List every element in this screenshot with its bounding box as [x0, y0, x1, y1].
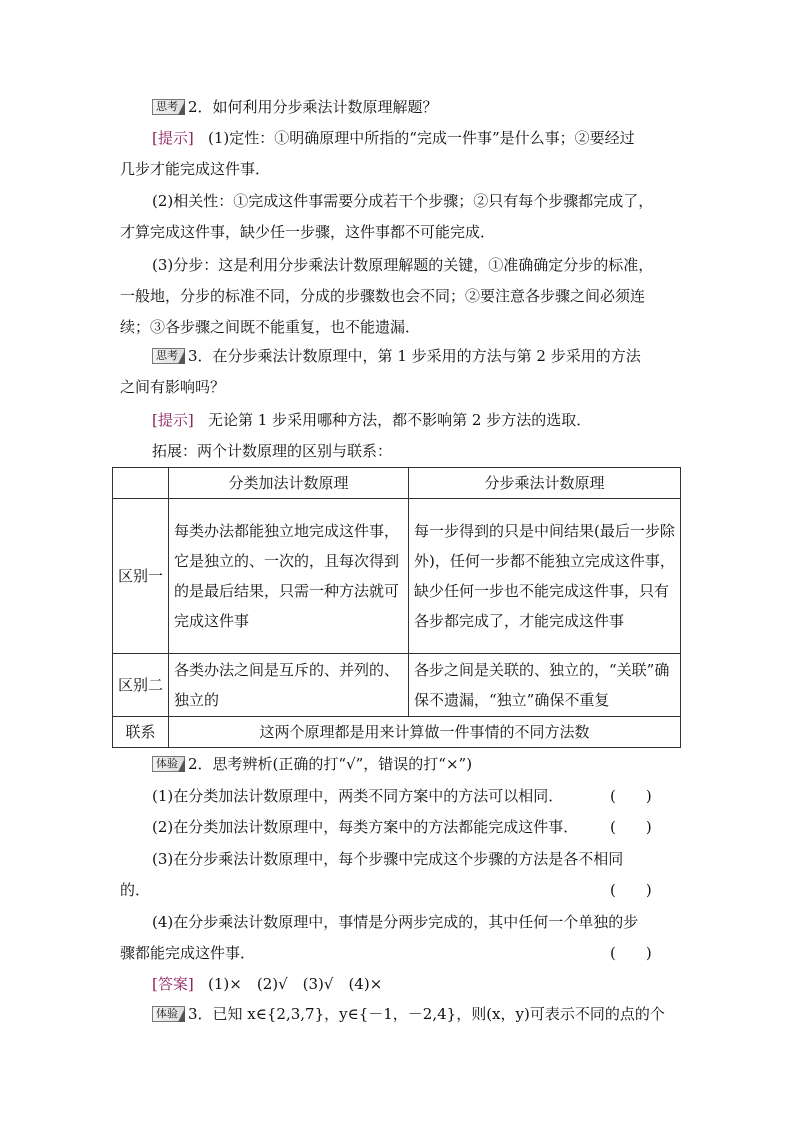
- row-label: 区别一: [113, 499, 169, 654]
- item-2: (2)在分类加法计数原理中，每类方案中的方法都能完成这件事．: [152, 818, 579, 836]
- hint-line-7: 续；③各步骤之间既不能重复，也不能遗漏．: [120, 318, 421, 336]
- hint-label: [提示]: [152, 411, 194, 429]
- hint-text-1: (1)定性：①明确原理中所指的“完成一件事”是什么事；②要经过: [208, 129, 635, 147]
- hint-line-6: 一般地，分步的标准不同，分成的步骤数也会不同；②要注意各步骤之间必须连: [120, 287, 646, 305]
- question-3-text-2: 之间有影响吗？: [120, 378, 226, 396]
- table-row: [113, 499, 681, 654]
- hint-line-1: [152, 128, 635, 148]
- table-cell: 每类办法都能独立地完成这件事，它是独立的、一次的，且每次得到的是最后结果，只需一种方法就可完成这件事: [169, 499, 409, 654]
- experience-tag: 体验: [152, 1006, 185, 1022]
- experience-3: [152, 1004, 665, 1024]
- item-4b: 骤都能完成这件事．: [120, 944, 256, 962]
- think-tag: 思考: [152, 99, 185, 115]
- hint-q3: [152, 410, 591, 430]
- answer-label: [答案]: [152, 975, 194, 993]
- experience-tag: 体验: [152, 756, 185, 772]
- table-header: 分步乘法计数原理: [409, 468, 681, 499]
- hint-line-3: (2)相关性：①完成这件事需要分成若干个步骤；②只有每个步骤都完成了，: [152, 192, 654, 210]
- extension-title: 拓展：两个计数原理的区别与联系：: [152, 442, 393, 460]
- experience-3-text: 3．已知 x∈{2,3,7}，y∈{－1，－2,4}，则(x，y)可表示不同的点的个: [188, 1005, 665, 1023]
- hint-label: [提示]: [152, 129, 194, 147]
- table-cell: 各步之间是关联的、独立的，“关联”确保不遗漏，“独立”确保不重复: [409, 654, 681, 717]
- experience-2-title: 2．思考辨析(正确的打“√”，错误的打“×”): [188, 755, 473, 773]
- item-3b: 的．: [120, 881, 151, 899]
- table-cell: 这两个原理都是用来计算做一件事情的不同方法数: [169, 717, 681, 748]
- row-label: 区别二: [113, 654, 169, 717]
- hint-line-5: (3)分步：这是利用分步乘法计数原理解题的关键，①准确确定分步的标准，: [152, 256, 654, 274]
- table-header: 分类加法计数原理: [169, 468, 409, 499]
- item-3a: (3)在分步乘法计数原理中，每个步骤中完成这个步骤的方法是各不相同: [152, 850, 624, 868]
- hint-q3-text: 无论第 1 步采用哪种方法，都不影响第 2 步方法的选取．: [208, 411, 592, 429]
- answer-blank: ( ): [610, 944, 652, 962]
- answer-blank: ( ): [610, 787, 652, 805]
- table-row: [113, 717, 681, 748]
- table-row: [113, 654, 681, 717]
- table-cell: 每一步得到的只是中间结果(最后一步除外)，任何一步都不能独立完成这件事，缺少任何一步也不能完成这件事，只有各步都完成了，才能完成这件事: [409, 499, 681, 654]
- comparison-table: [112, 467, 681, 748]
- answer-blank: ( ): [610, 881, 652, 899]
- item-4a: (4)在分步乘法计数原理中，事情是分两步完成的，其中任何一个单独的步: [152, 913, 639, 931]
- question-2: [152, 97, 438, 117]
- table-cell-empty: [113, 468, 169, 499]
- hint-line-2: 几步才能完成这件事．: [120, 160, 271, 178]
- answer-text: (1)× (2)√ (3)√ (4)×: [208, 975, 383, 993]
- row-label: 联系: [113, 717, 169, 748]
- table-cell: 各类办法之间是互斥的、并列的、独立的: [169, 654, 409, 717]
- question-3: [152, 346, 641, 366]
- answer-line: [152, 974, 382, 994]
- question-3-text-1: 3．在分步乘法计数原理中，第 1 步采用的方法与第 2 步采用的方法: [188, 347, 641, 365]
- question-2-text: 2．如何利用分步乘法计数原理解题？: [188, 98, 438, 116]
- item-1: (1)在分类加法计数原理中，两类不同方案中的方法可以相同．: [152, 787, 564, 805]
- hint-line-4: 才算完成这件事，缺少任一步骤，这件事都不可能完成．: [120, 223, 496, 241]
- answer-blank: ( ): [610, 818, 652, 836]
- experience-2: [152, 754, 472, 774]
- think-tag: 思考: [152, 348, 185, 364]
- table-row: [113, 468, 681, 499]
